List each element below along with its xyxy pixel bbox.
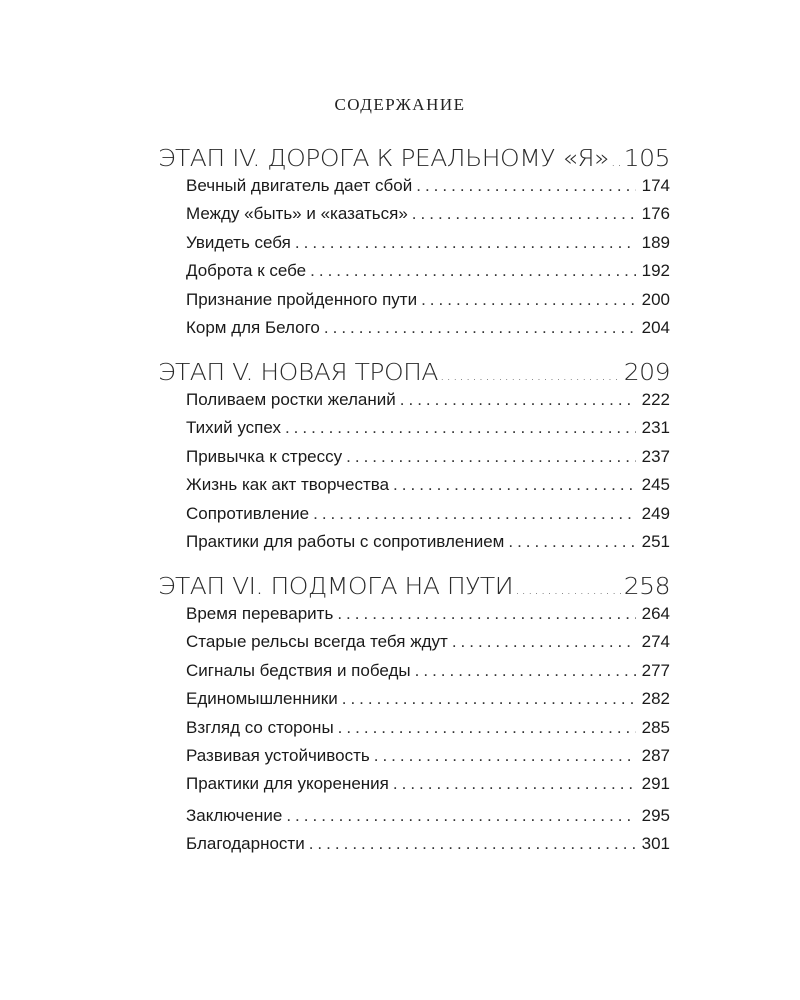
toc-entry[interactable] xyxy=(186,418,670,446)
entry-page-number: 287 xyxy=(641,745,670,765)
entry-page-number: 251 xyxy=(641,531,670,551)
entry-title: Старые рельсы всегда тебя ждут xyxy=(186,632,448,652)
entry-title: Сопротивление xyxy=(186,503,310,523)
toc-part-heading[interactable] xyxy=(158,145,670,176)
toc-section-6 xyxy=(158,570,670,803)
dot-leader xyxy=(508,532,635,552)
part-page-number: 258 xyxy=(623,572,670,600)
toc-entry[interactable] xyxy=(186,746,670,774)
entry-page-number: 274 xyxy=(641,632,670,652)
entry-title: Корм для Белого xyxy=(186,317,320,337)
toc-closing xyxy=(158,806,670,863)
entry-title: Тихий успех xyxy=(186,418,281,438)
dot-leader xyxy=(452,632,636,652)
toc-entry[interactable] xyxy=(186,290,670,318)
dot-leader xyxy=(611,155,622,170)
toc-section-5 xyxy=(158,356,670,560)
toc-entry[interactable] xyxy=(186,475,670,503)
entry-title: Привычка к стрессу xyxy=(186,446,343,466)
dot-leader xyxy=(374,746,636,766)
dot-leader xyxy=(338,718,636,738)
toc-entry[interactable] xyxy=(186,504,670,532)
toc-entry[interactable] xyxy=(186,604,670,632)
entry-page-number: 245 xyxy=(641,475,670,495)
entry-title: Между «быть» и «казаться» xyxy=(186,204,408,224)
toc-entry[interactable] xyxy=(186,233,670,261)
entry-page-number: 222 xyxy=(641,390,670,409)
page-title: СОДЕРЖАНИЕ xyxy=(334,95,466,114)
part-page-number: 105 xyxy=(623,144,670,172)
toc-entry[interactable] xyxy=(186,390,670,418)
toc-entry[interactable] xyxy=(186,774,670,802)
dot-leader xyxy=(393,475,636,495)
dot-leader xyxy=(440,369,622,384)
entry-page-number: 176 xyxy=(641,204,670,224)
entry-page-number: 237 xyxy=(641,446,670,466)
dot-leader xyxy=(337,604,635,624)
entry-page-number: 174 xyxy=(641,176,670,195)
entry-title: Вечный двигатель дает сбой xyxy=(186,176,413,195)
dot-leader xyxy=(416,176,635,196)
dot-leader xyxy=(393,774,636,794)
dot-leader xyxy=(286,806,635,826)
entry-page-number: 204 xyxy=(641,317,670,337)
entry-title: Поливаем ростки желаний xyxy=(186,390,396,409)
dot-leader xyxy=(412,204,636,224)
part-title: ЭТАП VI. ПОДМОГА НА ПУТИ xyxy=(158,572,514,600)
entry-title: Взгляд со стороны xyxy=(186,717,334,737)
entry-title: Единомышленники xyxy=(186,689,338,709)
entry-page-number: 291 xyxy=(641,774,670,794)
toc-entry[interactable] xyxy=(186,632,670,660)
toc-entry[interactable] xyxy=(186,318,670,346)
dot-leader xyxy=(346,447,636,467)
entry-title: Сигналы бедствия и победы xyxy=(186,660,411,680)
entry-page-number: 189 xyxy=(641,232,670,252)
entry-page-number: 264 xyxy=(641,604,670,623)
toc-entry[interactable] xyxy=(186,532,670,560)
entry-title: Увидеть себя xyxy=(186,232,291,252)
toc-part-heading[interactable] xyxy=(158,359,670,390)
entry-title: Практики для работы с сопротивлением xyxy=(186,531,505,551)
dot-leader xyxy=(400,390,636,410)
dot-leader xyxy=(515,583,622,598)
toc-section-4 xyxy=(158,142,670,346)
toc-entry[interactable] xyxy=(186,176,670,204)
dot-leader xyxy=(415,661,636,681)
entry-page-number: 277 xyxy=(641,660,670,680)
toc-entry[interactable] xyxy=(186,261,670,289)
entry-page-number: 301 xyxy=(641,834,670,854)
toc-entry[interactable] xyxy=(186,806,670,834)
part-title: ЭТАП IV. ДОРОГА К РЕАЛЬНОМУ «Я» xyxy=(158,144,609,172)
toc-entry[interactable] xyxy=(186,834,670,862)
entry-page-number: 295 xyxy=(641,806,670,825)
entry-page-number: 200 xyxy=(641,289,670,309)
entry-title: Практики для укоренения xyxy=(186,774,389,794)
toc-entry[interactable] xyxy=(186,718,670,746)
dot-leader xyxy=(324,318,636,338)
entry-title: Время переварить xyxy=(186,604,334,623)
entry-page-number: 249 xyxy=(641,503,670,523)
dot-leader xyxy=(310,261,635,281)
entry-page-number: 192 xyxy=(641,261,670,281)
dot-leader xyxy=(342,689,636,709)
toc-part-heading[interactable] xyxy=(158,573,670,604)
dot-leader xyxy=(309,834,636,854)
entry-title: Доброта к себе xyxy=(186,261,307,281)
dot-leader xyxy=(285,418,636,438)
entry-page-number: 282 xyxy=(641,689,670,709)
toc-entry[interactable] xyxy=(186,661,670,689)
part-page-number: 209 xyxy=(623,358,670,386)
part-title: ЭТАП V. НОВАЯ ТРОПА xyxy=(158,358,439,386)
dot-leader xyxy=(295,233,636,253)
entry-page-number: 231 xyxy=(641,418,670,438)
entry-title: Благодарности xyxy=(186,834,305,854)
dot-leader xyxy=(313,504,636,524)
toc-entry[interactable] xyxy=(186,447,670,475)
toc-entry[interactable] xyxy=(186,689,670,717)
entry-title: Признание пройденного пути xyxy=(186,289,418,309)
entry-page-number: 285 xyxy=(641,717,670,737)
entry-title: Жизнь как акт творчества xyxy=(186,475,390,495)
entry-title: Заключение xyxy=(186,806,283,825)
dot-leader xyxy=(421,290,636,310)
toc-entry[interactable] xyxy=(186,204,670,232)
entry-title: Развивая устойчивость xyxy=(186,745,370,765)
